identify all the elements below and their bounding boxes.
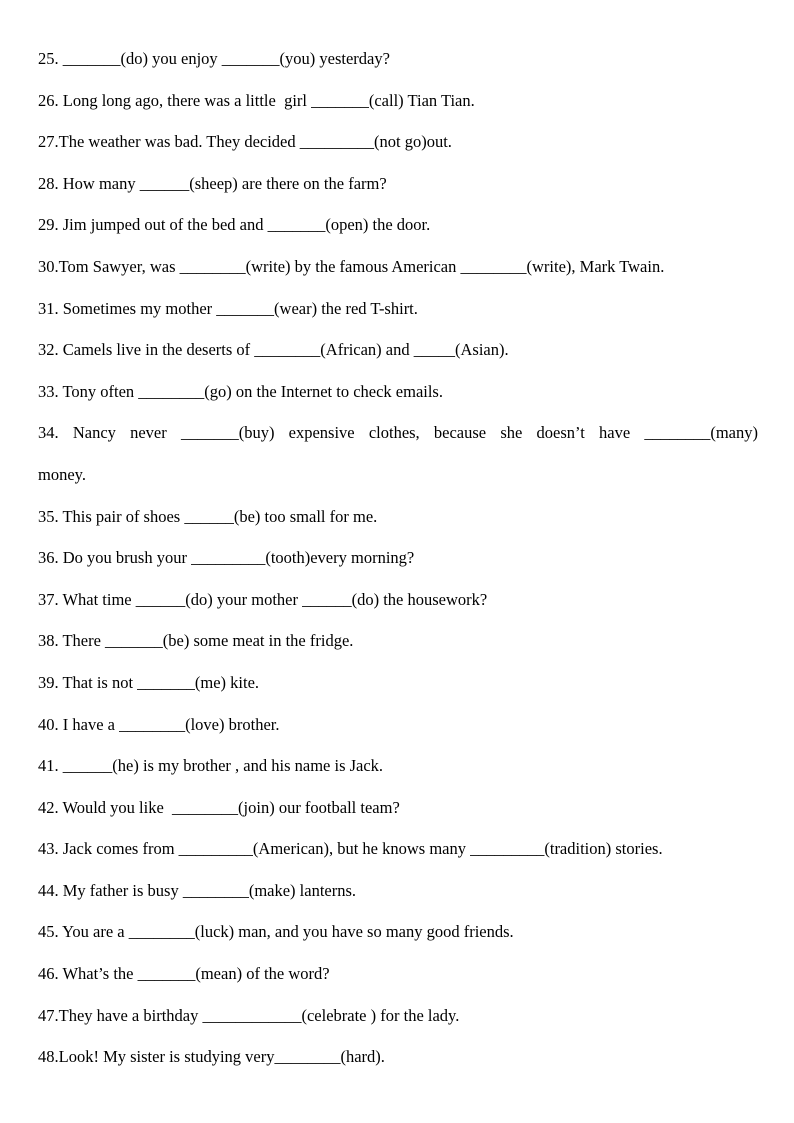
exercise-line-33: 33. Tony often ________(go) on the Internet to check emails. xyxy=(38,381,443,401)
exercise-line-38: 38. There _______(be) some meat in the fridge. xyxy=(38,631,354,651)
exercise-line-26: 26. Long long ago, there was a little girl _______(call) Tian Tian. xyxy=(38,90,475,110)
exercise-line-37: 37. What time ______(do) your mother ______(do) the housework? xyxy=(38,589,488,609)
exercise-line-27: 27.The weather was bad. They decided _________(not go)out. xyxy=(38,132,452,152)
exercise-line-44: 44. My father is busy ________(make) lanterns. xyxy=(38,880,357,900)
exercise-line-25: 25. _______(do) you enjoy _______(you) yesterday? xyxy=(38,49,390,68)
exercise-line-30: 30.Tom Sawyer, was ________(write) by the famous American ________(write), Mark Twain. xyxy=(38,256,665,276)
exercise-line-45: 45. You are a ________(luck) man, and you have so many good friends. xyxy=(38,922,514,942)
exercise-line-39: 39. That is not _______(me) kite. xyxy=(38,672,260,692)
exercise-line-36: 36. Do you brush your _________(tooth)every morning? xyxy=(38,548,415,568)
exercise-line-32: 32. Camels live in the deserts of ________(African) and _____(Asian). xyxy=(38,340,509,360)
exercise-line-28: 28. How many ______(sheep) are there on the farm? xyxy=(38,173,387,193)
exercise-line-43: 43. Jack comes from _________(American), but he knows many _________(tradition) stories. xyxy=(38,839,663,859)
exercise-line-46: 46. What’s the _______(mean) of the word? xyxy=(38,964,330,984)
exercise-line-41: 41. ______(he) is my brother , and his name is Jack. xyxy=(38,756,384,776)
exercise-line-40: 40. I have a ________(love) brother. xyxy=(38,714,280,734)
exercise-line-48: 48.Look! My sister is studying very________(hard). xyxy=(38,1047,385,1067)
exercise-line-31: 31. Sometimes my mother _______(wear) the red T-shirt. xyxy=(38,298,418,318)
exercise-line-35: 35. This pair of shoes ______(be) too small for me. xyxy=(38,506,378,526)
exercise-line-34-continued: money. xyxy=(38,464,86,484)
exercise-list xyxy=(38,47,758,1087)
exercise-line-34: 34. Nancy never _______(buy) expensive clothes, because she doesn’t have ________(many) xyxy=(38,423,758,443)
exercise-line-42: 42. Would you like ________(join) our football team? xyxy=(38,797,400,817)
exercise-line-47: 47.They have a birthday ____________(celebrate ) for the lady. xyxy=(38,1005,460,1025)
exercise-line-29: 29. Jim jumped out of the bed and _______(open) the door. xyxy=(38,215,431,235)
